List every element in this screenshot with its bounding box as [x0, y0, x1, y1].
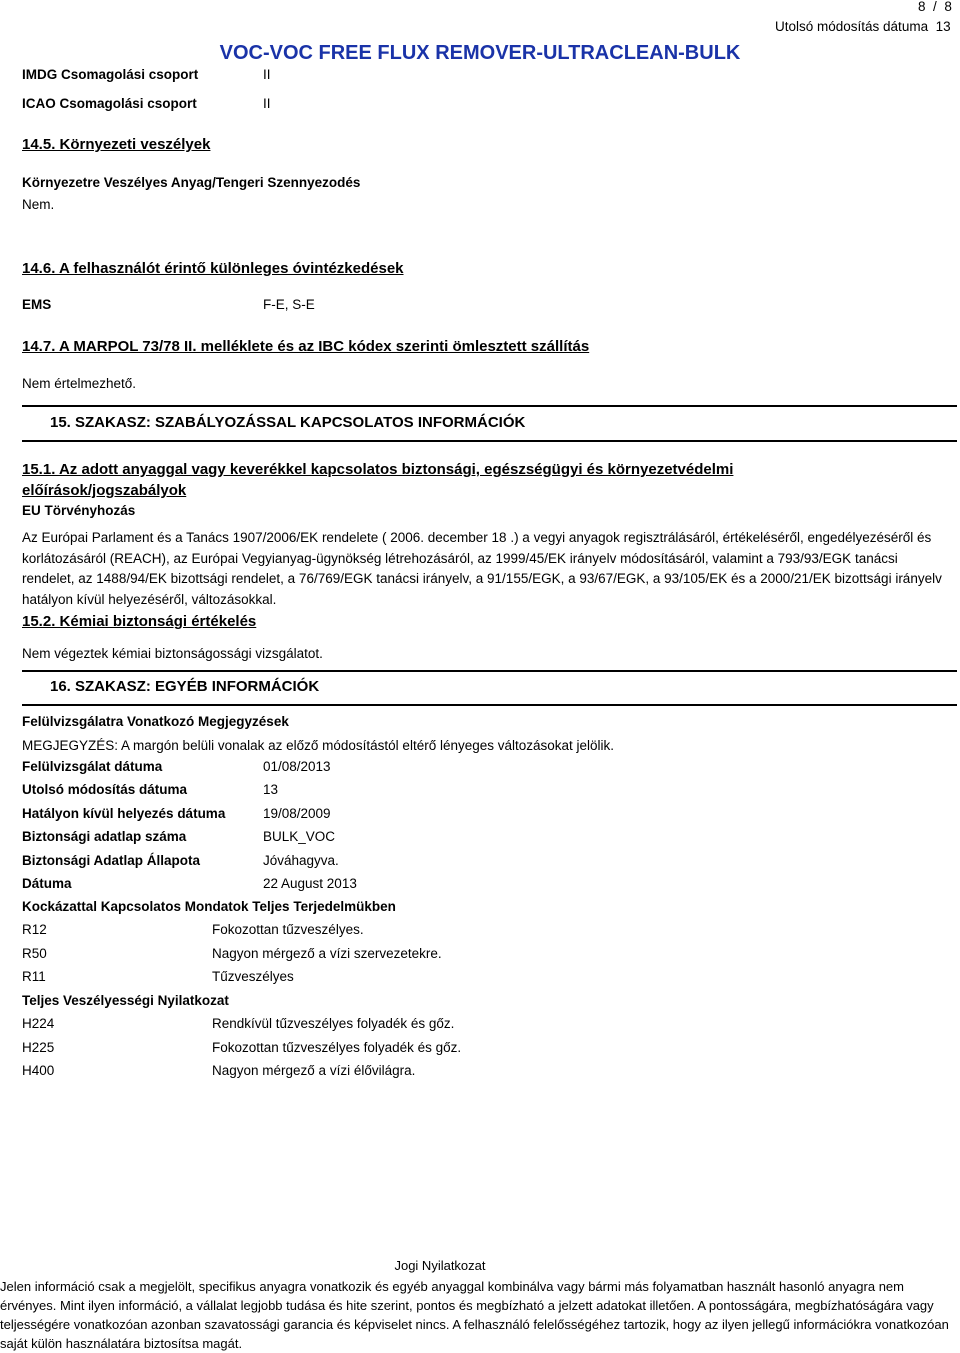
- section-16-heading: 16. SZAKASZ: EGYÉB INFORMÁCIÓK: [50, 678, 320, 695]
- revision-label: Utolsó módosítás dátuma: [775, 19, 929, 34]
- section-15-1-heading-line1: 15.1. Az adott anyaggal vagy keverékkel kapcsolatos biztonsági, egészségügyi és környezetvédelmi: [22, 461, 734, 478]
- section-15-heading: 15. SZAKASZ: SZABÁLYOZÁSSAL KAPCSOLATOS INFORMÁCIÓK: [50, 414, 526, 431]
- r-phrases-heading: Kockázattal Kapcsolatos Mondatok Teljes Terjedelmükben: [22, 899, 396, 914]
- marpol-value: Nem értelmezhető.: [22, 376, 137, 391]
- h-phrase-code: H400: [22, 1063, 55, 1078]
- field-label: Biztonsági adatlap száma: [22, 829, 187, 844]
- r-phrase-code: R11: [22, 969, 46, 984]
- field-value: 22 August 2013: [263, 876, 357, 891]
- section-16-top-rule: [22, 670, 957, 672]
- section-14-5-heading: 14.5. Környezeti veszélyek: [22, 136, 211, 153]
- revision-header: [775, 19, 951, 34]
- disclaimer-text: Jelen információ csak a megjelölt, specifikus anyagra vonatkozik és egyéb anyaggal kombinálva vagy bármi más folyamatban használt hasonló anyagra nem érvényes. Mint ilyen információ, a vállalat legjobb tudása és hite szerint, pontos és megbízható a jelzett adatokat illetően. A pontosságára, megbízhatóságára vagy teljességére vonatkozóan azonban szavatossági garancia és képviselet nincs. A felhasználó felelősségéhez tartozik, hogy az ilyen jellegű információkra vonatkozóan saját külön használatára biztosítsa magát.: [0, 1279, 949, 1351]
- revision-notes-text: MEGJEGYZÉS: A margón belüli vonalak az előző módosítástól eltérő lényeges változásokat jelölik.: [22, 738, 615, 753]
- imdg-value: II: [263, 67, 271, 82]
- field-value: 13: [263, 782, 279, 797]
- icao-label: ICAO Csomagolási csoport: [22, 96, 197, 111]
- page-current: 8: [918, 0, 926, 14]
- env-hazard-label: Környezetre Veszélyes Anyag/Tengeri Szennyezodés: [22, 175, 361, 190]
- section-15-bottom-rule: [22, 440, 957, 442]
- field-label: Felülvizsgálat dátuma: [22, 759, 163, 774]
- h-phrase-text: Fokozottan tűzveszélyes folyadék és gőz.: [212, 1040, 462, 1055]
- section-16-bottom-rule: [22, 704, 957, 706]
- section-15-1-heading-line2: előírások/jogszabályok: [22, 482, 187, 499]
- page-separator: /: [933, 0, 937, 14]
- section-15-top-rule: [22, 405, 957, 407]
- r-phrase-text: Tűzveszélyes: [212, 969, 294, 984]
- chemical-safety-value: Nem végeztek kémiai biztonságossági vizsgálatot.: [22, 646, 323, 661]
- field-label: Utolsó módosítás dátuma: [22, 782, 188, 797]
- page-total: 8: [944, 0, 952, 14]
- ems-label: EMS: [22, 297, 52, 312]
- field-label: Dátuma: [22, 876, 72, 891]
- revision-value: 13: [935, 19, 951, 34]
- h-phrases-heading: Teljes Veszélyességi Nyilatkozat: [22, 993, 229, 1008]
- r-phrase-text: Nagyon mérgező a vízi szervezetekre.: [212, 946, 442, 961]
- r-phrase-code: R12: [22, 922, 47, 937]
- document-title: VOC-VOC FREE FLUX REMOVER-ULTRACLEAN-BULK: [219, 42, 741, 64]
- field-value: 01/08/2013: [263, 759, 331, 774]
- h-phrase-code: H224: [22, 1016, 55, 1031]
- r-phrase-code: R50: [22, 946, 47, 961]
- section-15-2-heading: 15.2. Kémiai biztonsági értékelés: [22, 613, 257, 630]
- h-phrase-text: Nagyon mérgező a vízi élővilágra.: [212, 1063, 416, 1078]
- r-phrase-text: Fokozottan tűzveszélyes.: [212, 922, 364, 937]
- icao-value: II: [263, 96, 271, 111]
- h-phrase-code: H225: [22, 1040, 55, 1055]
- eu-legislation-label: EU Törvényhozás: [22, 503, 136, 518]
- field-value: Jóváhagyva.: [263, 853, 339, 868]
- field-label: Biztonsági Adatlap Állapota: [22, 853, 201, 868]
- env-hazard-value: Nem.: [22, 197, 55, 212]
- ems-value: F-E, S-E: [263, 297, 315, 312]
- legal-disclaimer: [0, 1256, 960, 1353]
- page-number: [918, 0, 952, 14]
- imdg-label: IMDG Csomagolási csoport: [22, 67, 199, 82]
- revision-notes-label: Felülvizsgálatra Vonatkozó Megjegyzések: [22, 714, 289, 729]
- disclaimer-title: Jogi Nyilatkozat: [394, 1258, 486, 1273]
- eu-legislation-text: Az Európai Parlament és a Tanács 1907/2006/EK rendelete ( 2006. december 18 .) a vegyi anyagok regisztrálásáról, értékeléséről, engedélyezéséről és korlátozásáról (REACH), az Európai Vegyianyag-ügynökség létrehozásáról, az 1999/45/EK irányelv módosításáról, valamint a 793/93/EGK tanácsi rendelet, az 1488/94/EK bizottsági rendelet, a 76/769/EGK tanácsi irányelv, a 91/155/EGK, a 93/67/EGK, a 93/105/EK és a 2000/21/EK bizottsági irányelv hatályon kívül helyezéséről, változásokkal.: [22, 530, 942, 607]
- field-label: Hatályon kívül helyezés dátuma: [22, 806, 226, 821]
- section-14-7-heading: 14.7. A MARPOL 73/78 II. melléklete és az IBC kódex szerinti ömlesztett szállítás: [22, 338, 590, 355]
- section-14-6-heading: 14.6. A felhasználót érintő különleges óvintézkedések: [22, 260, 404, 277]
- h-phrase-text: Rendkívül tűzveszélyes folyadék és gőz.: [212, 1016, 455, 1031]
- field-value: BULK_VOC: [263, 829, 336, 844]
- field-value: 19/08/2009: [263, 806, 331, 821]
